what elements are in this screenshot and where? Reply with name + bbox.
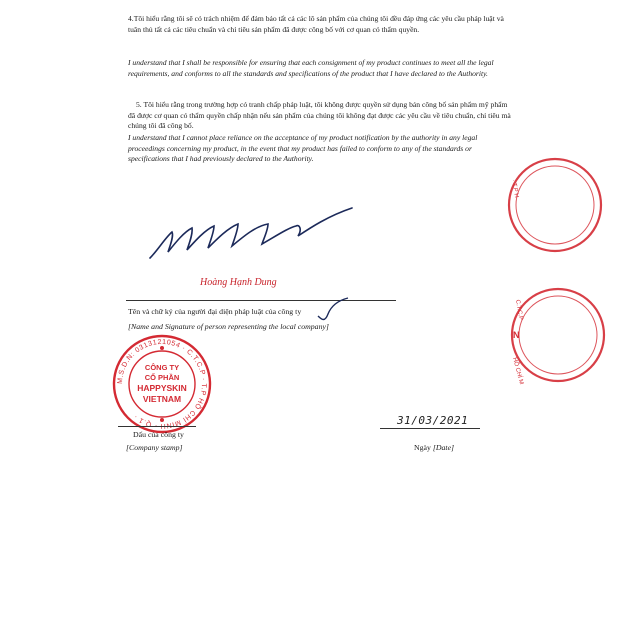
date-label [414,443,454,452]
svg-text:HỒ CHÍ M: HỒ CHÍ M [511,356,525,386]
signer-name: Hoàng Hạnh Dung [200,277,277,288]
stamp-line1: CÔNG TY [144,363,180,372]
paragraph-5-vietnamese: 5. Tôi hiểu rằng trong trường hợp có tranh chấp pháp luật, tôi không được quyền sử dụng bản công bố sản phẩm mỹ phẩm đã được cơ quan có thẩm quyền chấp nhận nếu sản phẩm của chúng tôi không đạt được các yêu cầu về tiêu chuẩn, chỉ tiêu mà chúng tôi đã công bố. [128,100,511,131]
stamp-line2: CỔ PHẦN [144,373,180,382]
date-line [380,428,480,429]
svg-text:C.T.C.P: C.T.C.P [514,299,524,321]
paragraph-4-vietnamese: 4.Tôi hiểu rằng tôi sẽ có trách nhiệm để đảm bảo tất cả các lô sản phẩm của chúng tôi đều đáp ứng các yêu cầu pháp luật và tuân thủ tất cả các tiêu chuẩn và chỉ tiêu sản phẩm đã được công bố với cơ quan có thẩm quyền. [128,14,504,34]
paragraph-5-english: I understand that I cannot place reliance on the acceptance of my product notification by the authority in any legal proceedings concerning my product, in the event that my product has failed to conform to any of the standards or specifications that I had previously declared to the Authority. [128,133,478,164]
stamp-ring-text: M.S.D.N: 0313121054 · C.T.C.P · T.P HỒ CHÍ MINH · Q.1 · [116,338,208,430]
date-label-en: [Date] [432,443,455,452]
stamp-label-vi: Dấu của công ty [133,430,184,439]
svg-text:· T.P H: · T.P H [510,179,520,199]
representative-label-en: [Name and Signature of person representing the local company] [128,322,329,331]
paragraph-4-english: I understand that I shall be responsible for ensuring that each consignment of my product continues to meet all the legal requirements, and conforms to all the standards and specifications of the product that I have declared to the Authority. [128,58,494,78]
stamp-line4: VIETNAM [142,394,182,404]
handwritten-date: 31/03/2021 [397,414,469,427]
date-label-vi: Ngày [414,443,431,452]
svg-text:N: N [513,330,520,340]
stamp-line3: HAPPYSKIN [137,383,187,393]
stamp-label-en: [Company stamp] [126,443,183,452]
stamp-line [118,426,196,427]
representative-label-vi: Tên và chữ ký của người đại diện pháp luật của công ty [128,307,302,316]
